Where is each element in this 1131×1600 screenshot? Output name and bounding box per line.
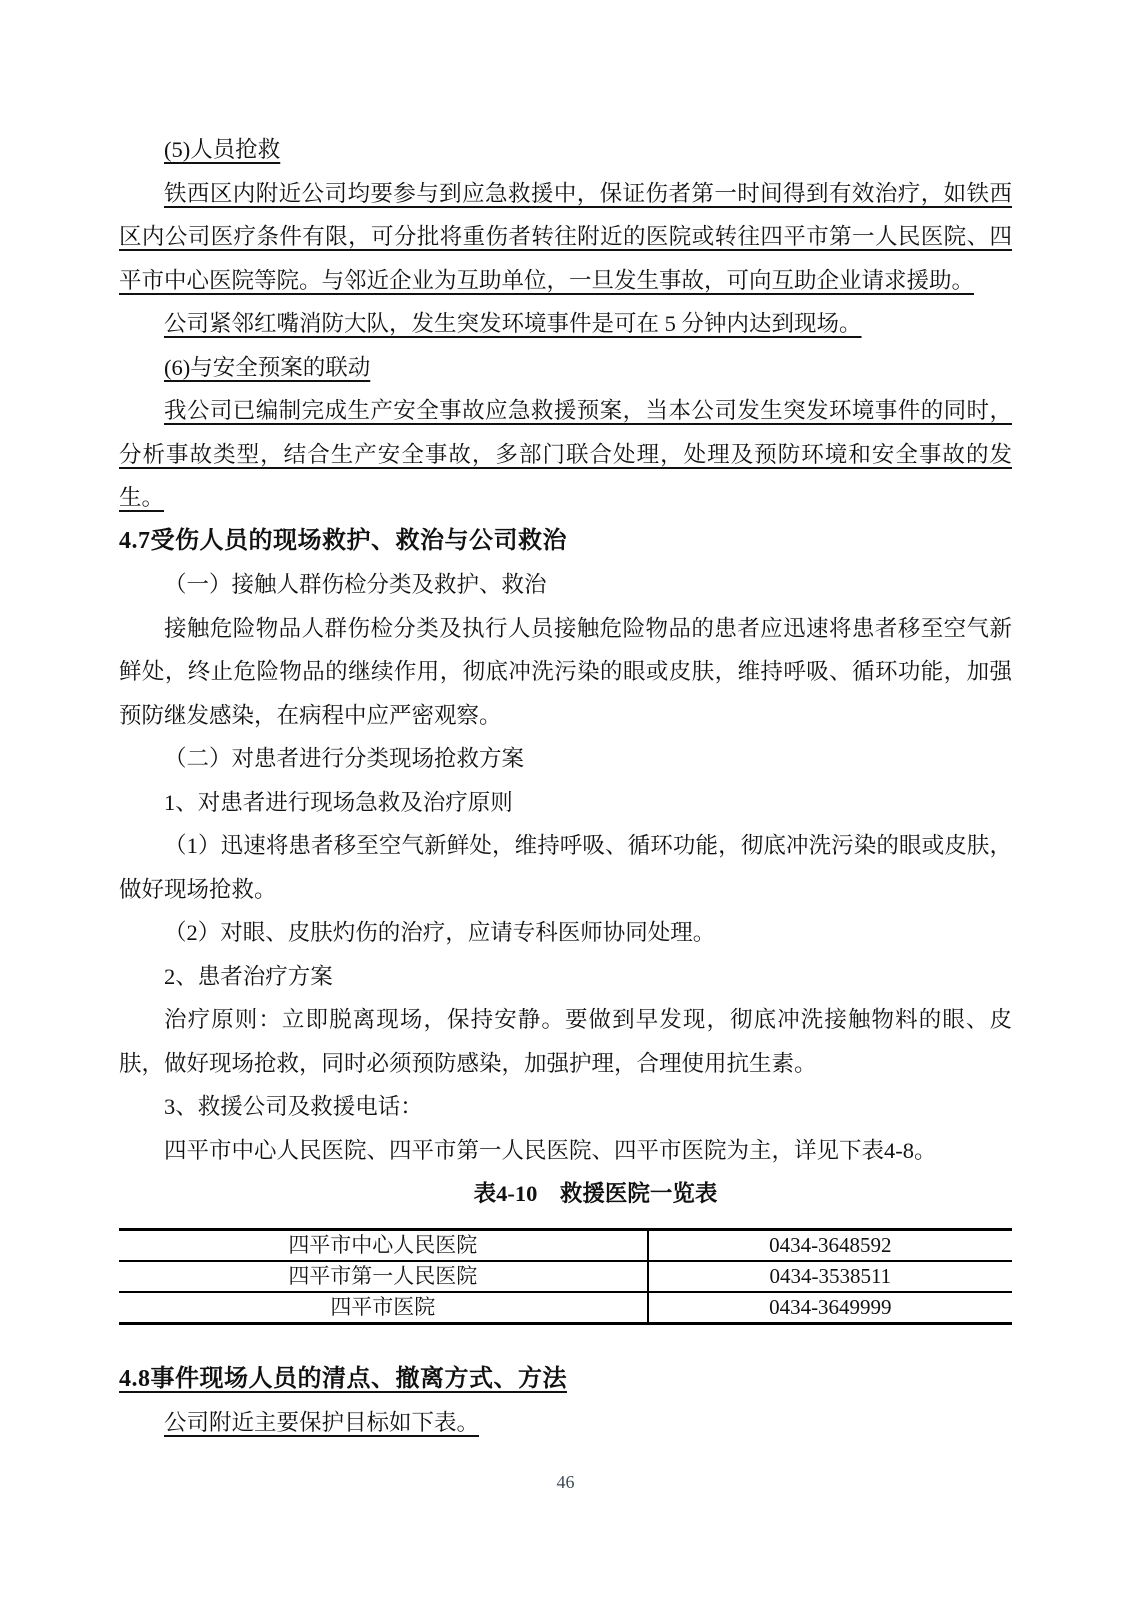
section-heading-4-8: 4.8事件现场人员的清点、撤离方式、方法 [119, 1365, 567, 1392]
para-contact-hazard-treatment: 接触危险物品人群伤检分类及执行人员接触危险物品的患者应迅速将患者移至空气新鲜处，终止危险物品的继续作用，彻底冲洗污染的眼或皮肤，维持呼吸、循环功能，加强预防继发感染，在病程中应严密观察。 [119, 615, 1012, 728]
hospital-name-cell: 四平市医院 [119, 1292, 648, 1324]
para-protection-targets: 公司附近主要保护目标如下表。 [164, 1410, 480, 1435]
para-2-eye-skin-burn: （2）对眼、皮肤灼伤的治疗，应请专科医师协同处理。 [164, 920, 716, 945]
hospital-phone-cell: 0434-3648592 [769, 1232, 892, 1257]
page-number: 46 [556, 1472, 575, 1492]
table-row [119, 1261, 1012, 1292]
para-3-rescue-phone: 3、救援公司及救援电话： [164, 1094, 423, 1119]
para-safety-plan-details: 我公司已编制完成生产安全事故应急救援预案，当本公司发生突发环境事件的同时，分析事故类型，结合生产安全事故，多部门联合处理，处理及预防环境和安全事故的发生。 [119, 398, 1012, 510]
para-1-move-patient: （1）迅速将患者移至空气新鲜处，维持呼吸、循环功能，彻底冲洗污染的眼或皮肤，做好现场抢救。 [119, 833, 1012, 902]
para-triage-classification: （一）接触人群伤检分类及救护、救治 [164, 572, 547, 597]
para-fire-brigade: 公司紧邻红嘴消防大队，发生突发环境事件是可在 5 分钟内达到现场。 [164, 311, 862, 336]
table-row [119, 1229, 1012, 1261]
hospital-name-cell: 四平市中心人民医院 [119, 1229, 648, 1261]
para-5-personnel-rescue: (5)人员抢救 [164, 137, 281, 162]
table-row [119, 1292, 1012, 1324]
para-2-treatment-plan: 2、患者治疗方案 [164, 963, 333, 989]
hospital-phone-cell: 0434-3649999 [769, 1294, 892, 1319]
para-2-rescue-plan: （二）对患者进行分类现场抢救方案 [164, 746, 525, 771]
rescue-hospital-table [119, 1228, 1012, 1325]
para-6-safety-plan-linkage: (6)与安全预案的联动 [164, 354, 371, 380]
hospital-name-cell: 四平市第一人民医院 [119, 1261, 648, 1292]
document-body [119, 128, 1012, 1445]
para-treatment-principles: 治疗原则：立即脱离现场，保持安静。要做到早发现，彻底冲洗接触物料的眼、皮肤，做好现场抢救，同时必须预防感染，加强护理，合理使用抗生素。 [119, 1007, 1012, 1076]
text-blocks [119, 128, 1012, 1172]
text-blocks-after-table [119, 1358, 1012, 1445]
section-heading-4-7: 4.7受伤人员的现场救护、救治与公司救治 [119, 527, 567, 554]
table-caption: 表4-10 救援医院一览表 [473, 1181, 718, 1206]
hospital-phone-cell: 0434-3538511 [769, 1263, 892, 1288]
para-tiexi-mutual-aid: 铁西区内附近公司均要参与到应急救援中，保证伤者第一时间得到有效治疗，如铁西区内公司医疗条件有限，可分批将重伤者转往附近的医院或转往四平市第一人民医院、四平市中心医院等院。与邻近企业为互助单位，一旦发生事故，可向互助企业请求援助。 [119, 180, 1012, 293]
para-1-first-aid-principles: 1、对患者进行现场急救及治疗原则 [164, 789, 513, 815]
para-hospital-list: 四平市中心人民医院、四平市第一人民医院、四平市医院为主，详见下表4-8。 [164, 1137, 937, 1163]
